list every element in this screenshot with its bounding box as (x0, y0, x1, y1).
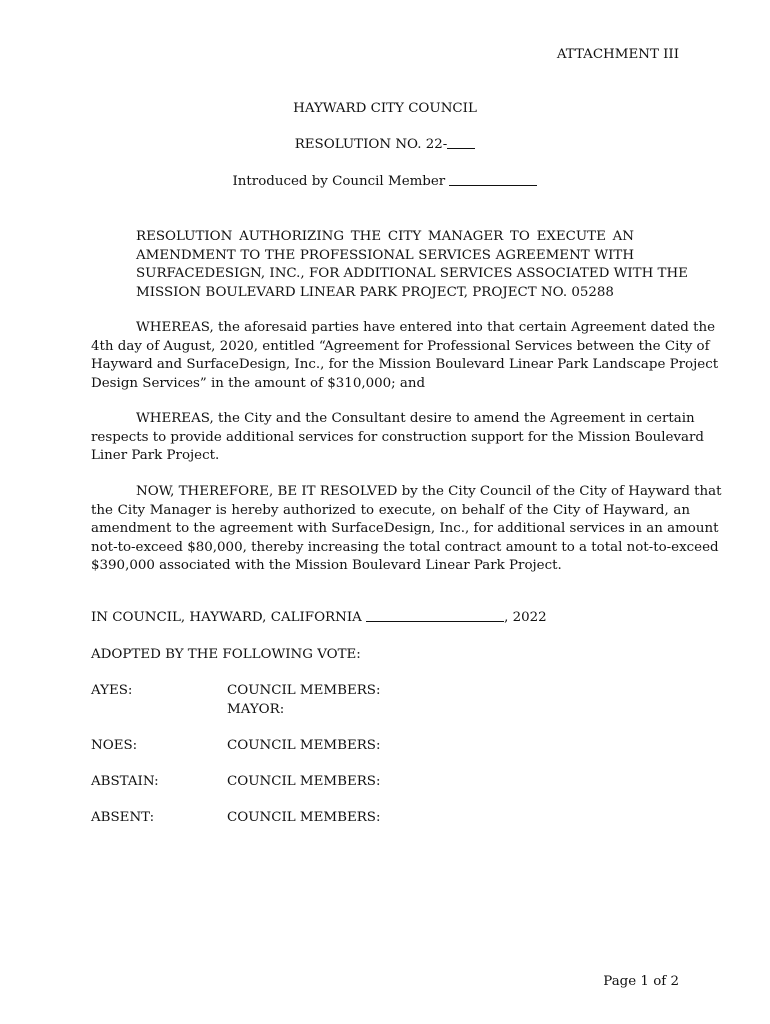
introduced-by-blank (449, 184, 537, 186)
paragraph-line: Design Services” in the amount of $310,000; and (91, 375, 426, 391)
paragraph-line: the City Manager is hereby authorized to execute, on behalf of the City of Hayward, an (91, 502, 690, 518)
resolution-number (0, 137, 770, 152)
paragraph-line: respects to provide additional services for construction support for the Mission Boulevard (91, 429, 704, 445)
resolution-number-text: RESOLUTION NO. 22- (294, 137, 448, 152)
vote-label-ayes: AYES: (91, 683, 133, 698)
vote-value-ayes: COUNCIL MEMBERS: (227, 683, 381, 698)
vote-label-abstain: ABSTAIN: (91, 774, 159, 789)
introduced-by-text: Introduced by Council Member (232, 174, 446, 189)
resolution-number-blank (447, 147, 475, 149)
whereas-paragraph-2 (91, 410, 704, 466)
resolution-caption (136, 228, 688, 302)
paragraph-line: $390,000 associated with the Mission Boulevard Linear Park Project. (91, 558, 562, 573)
paragraph-line: 4th day of August, 2020, entitled “Agreement for Professional Services between the City of (91, 338, 710, 354)
caption-line: MISSION BOULEVARD LINEAR PARK PROJECT, PROJECT NO. 05288 (136, 284, 614, 300)
attachment-label: ATTACHMENT III (556, 47, 679, 62)
introduced-by (0, 174, 770, 189)
council-title: HAYWARD CITY COUNCIL (293, 101, 477, 116)
page-number: Page 1 of 2 (603, 974, 679, 989)
adopted-by-heading: ADOPTED BY THE FOLLOWING VOTE: (91, 647, 361, 662)
vote-label-absent: ABSENT: (91, 810, 155, 825)
in-council-date-blank (366, 620, 504, 622)
vote-value-abstain: COUNCIL MEMBERS: (227, 774, 381, 789)
paragraph-line: amendment to the agreement with SurfaceDesign, Inc., for additional services in an amount (91, 521, 719, 536)
in-council-text: IN COUNCIL, HAYWARD, CALIFORNIA (91, 610, 362, 625)
paragraph-line: WHEREAS, the City and the Consultant desire to amend the Agreement in certain (136, 411, 695, 426)
paragraph-line: WHEREAS, the aforesaid parties have entered into that certain Agreement dated the (136, 320, 716, 335)
whereas-paragraph-1 (91, 319, 719, 393)
in-council-year: , 2022 (504, 610, 547, 625)
paragraph-line: not-to-exceed $80,000, thereby increasing the total contract amount to a total not-to-exceed (91, 539, 719, 555)
caption-line: SURFACEDESIGN, INC., FOR ADDITIONAL SERVICES ASSOCIATED WITH THE (136, 266, 688, 281)
paragraph-line: Hayward and SurfaceDesign, Inc., for the Mission Boulevard Linear Park Landscape Project (91, 357, 719, 372)
paragraph-line: Liner Park Project. (91, 448, 220, 463)
caption-line: AMENDMENT TO THE PROFESSIONAL SERVICES AGREEMENT WITH (136, 247, 634, 263)
vote-label-noes: NOES: (91, 738, 138, 753)
in-council-line (91, 610, 547, 625)
resolved-paragraph (91, 483, 722, 576)
caption-line: RESOLUTION AUTHORIZING THE CITY MANAGER TO EXECUTE AN (136, 229, 634, 244)
vote-value-ayes-mayor: MAYOR: (227, 702, 285, 717)
paragraph-line: NOW, THEREFORE, BE IT RESOLVED by the City Council of the City of Hayward that (136, 484, 722, 499)
vote-value-noes: COUNCIL MEMBERS: (227, 738, 381, 753)
vote-value-absent: COUNCIL MEMBERS: (227, 810, 381, 825)
